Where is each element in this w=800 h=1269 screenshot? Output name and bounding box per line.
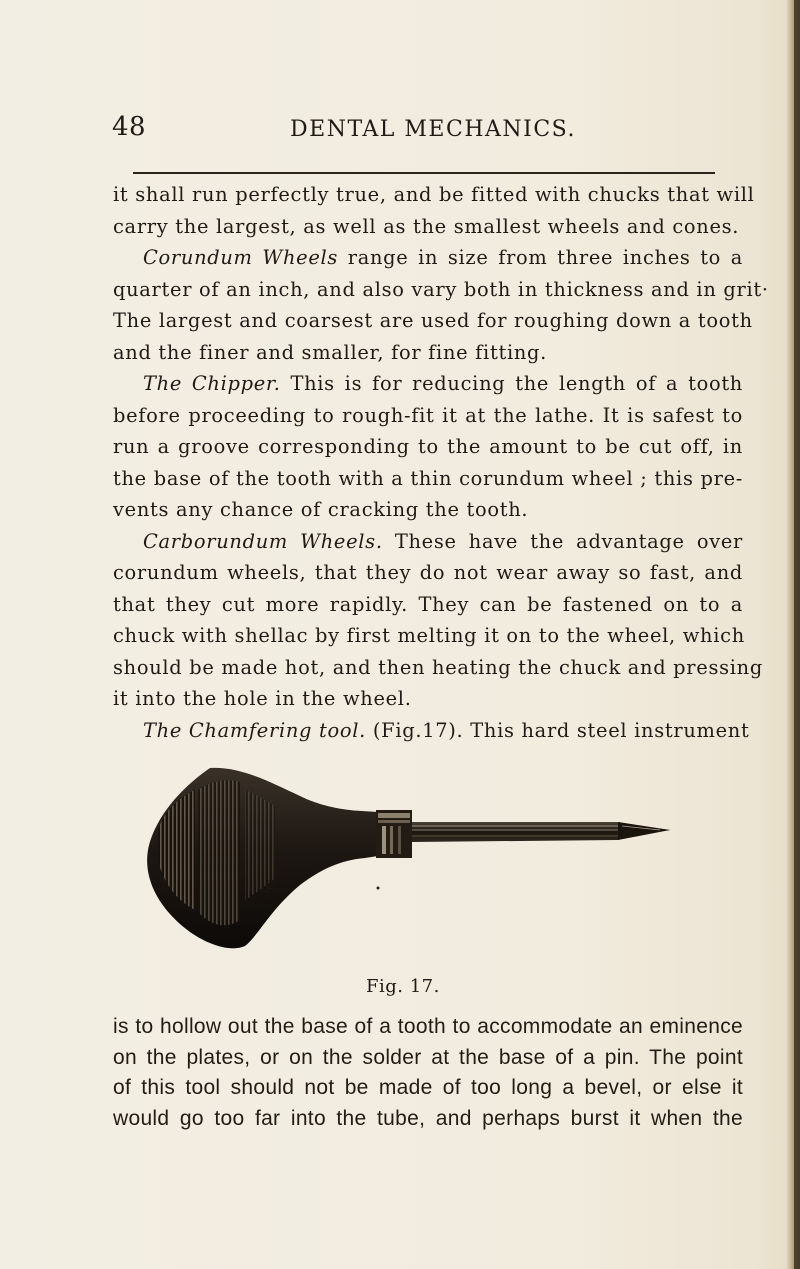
chamfering-tool-illustration	[140, 760, 680, 960]
tool-shaft	[412, 822, 670, 842]
text-line: vents any chance of cracking the tooth.	[113, 498, 529, 521]
svg-text:SO: SO	[256, 876, 279, 900]
text-line: The largest and coarsest are used for roughing down a tooth	[113, 309, 753, 332]
text-line: The Chamfering tool. (Fig.17). This hard steel instrument	[143, 718, 750, 742]
text-line: and the finer and smaller, for fine fitting.	[113, 340, 548, 364]
text-line: would go too far into the tube, and perhaps burst it when the	[113, 1106, 743, 1130]
text-line: should be made hot, and then heating the chuck and pressing	[113, 655, 763, 679]
text-line: The Chipper. This is for reducing the length of a tooth	[143, 372, 743, 395]
tool-ferrule	[376, 810, 412, 858]
page-edge	[794, 0, 800, 1269]
body-text-top	[113, 179, 769, 746]
text-line: the base of the tooth with a thin corundum wheel ; this pre-	[113, 466, 743, 490]
text-line: that they cut more rapidly. They can be fastened on to a	[113, 592, 743, 616]
text-line: corundum wheels, that they do not wear away so fast, and	[113, 561, 743, 584]
text-line: run a groove corresponding to the amount to be cut off, in	[113, 435, 743, 458]
text-line: on the plates, or on the solder at the base of a pin. The point	[113, 1045, 743, 1069]
figure-caption: Fig. 17.	[366, 976, 440, 997]
text-line: it shall run perfectly true, and be fitted with chucks that will	[113, 183, 755, 206]
text-line: before proceeding to rough-fit it at the lathe. It is safest to	[113, 403, 743, 427]
header-rule	[133, 172, 715, 174]
text-line: is to hollow out the base of a tooth to accommodate an eminence	[113, 1015, 743, 1038]
text-line: of this tool should not be made of too long a bevel, or else it	[113, 1076, 743, 1099]
page-number: 48	[112, 112, 147, 142]
text-line: chuck with shellac by first melting it on to the wheel, which	[113, 624, 745, 647]
text-line: Carborundum Wheels. These have the advantage over	[143, 529, 743, 553]
text-line: quarter of an inch, and also vary both in thickness and in grit·	[113, 277, 769, 301]
text-line: carry the largest, as well as the smallest wheels and cones.	[113, 214, 740, 238]
tool-handle	[147, 768, 378, 948]
running-head: DENTAL MECHANICS.	[290, 117, 576, 142]
body-text-bottom	[113, 1012, 743, 1134]
text-line: Corundum Wheels range in size from three inches to a	[143, 246, 743, 269]
text-line: it into the hole in the wheel.	[113, 687, 412, 710]
